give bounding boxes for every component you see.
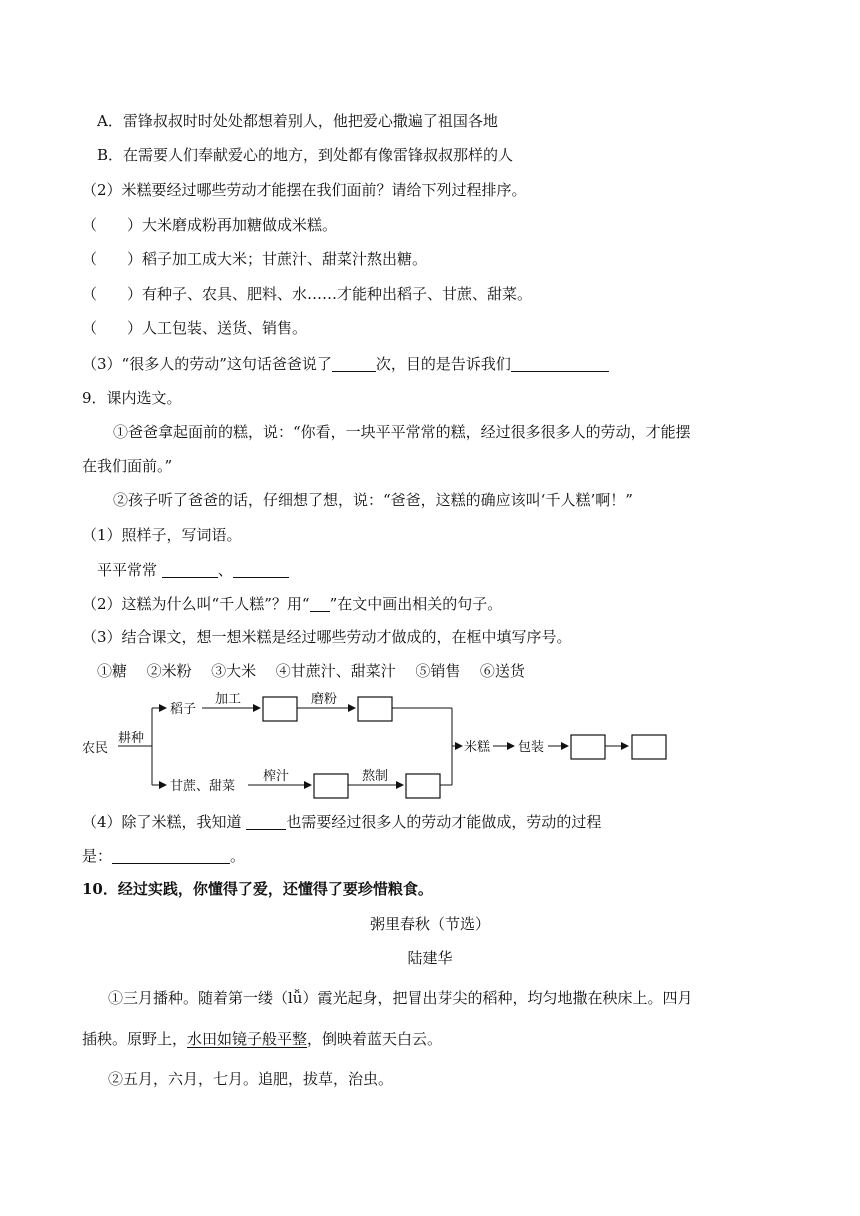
diagram-farmer: 农民	[82, 741, 109, 756]
q9-part4-cont: 是： 。	[82, 847, 246, 865]
answer-box[interactable]	[314, 774, 348, 798]
diagram-rice: 稻子	[170, 702, 197, 717]
word-example-row: 平平常常 、	[97, 562, 289, 578]
q9-part1: （1）照样子，写词语。	[82, 526, 242, 544]
article-title: 粥里春秋（节选）	[369, 915, 490, 933]
answer-box[interactable]	[406, 774, 440, 798]
sequence-item: （ ）稻子加工成大米；甘蔗汁、甜菜汁熬出糖。	[82, 250, 428, 268]
article-para1: ①三月播种。随着第一缕（lǚ）霞光起身，把冒出芽尖的稻种，均匀地撒在秧床上。四月	[108, 989, 693, 1007]
passage-para1: ①爸爸拿起面前的糕，说：“你看，一块平平常常的糕，经过很多很多人的劳动，才能摆	[113, 423, 691, 441]
passage-para1-cont: 在我们面前。”	[82, 457, 173, 475]
option-a: A．雷锋叔叔时时处处都想着别人，他把爱心撒遍了祖国各地	[97, 112, 498, 130]
sequence-item: （ ）人工包装、送货、销售。	[82, 319, 308, 337]
diagram-process: 加工	[215, 692, 242, 707]
diagram-cake: 米糕	[464, 740, 491, 755]
option-delivery: ⑥送货	[479, 662, 525, 680]
answer-box[interactable]	[358, 697, 392, 721]
q9-title: 9．课内选文。	[82, 389, 182, 407]
option-b: B．在需要人们奉献爱心的地方，到处都有像雷锋叔叔那样的人	[97, 146, 514, 164]
answer-box[interactable]	[263, 697, 297, 721]
answer-blank[interactable]	[112, 848, 230, 864]
diagram-cane: 甘蔗、甜菜	[170, 779, 236, 794]
answer-paren[interactable]: （ ）	[82, 285, 143, 303]
option-sugar: ①糖	[97, 662, 128, 680]
answer-paren[interactable]: （ ）	[82, 216, 143, 234]
q9-part3: （3）结合课文，想一想米糕是经过哪些劳动才做成的，在框中填写序号。	[82, 628, 572, 646]
sequence-item: （ ）有种子、农具、肥料、水……才能种出稻子、甘蔗、甜菜。	[82, 285, 533, 303]
option-juice: ④甘蔗汁、甜菜汁	[275, 662, 396, 680]
diagram-pack: 包装	[518, 740, 545, 755]
sequence-item: （ ）大米磨成粉再加糖做成米糕。	[82, 216, 338, 234]
option-sales: ⑤销售	[415, 662, 461, 680]
q8-part3: （3）“很多人的劳动”这句话爸爸说了 次，目的是告诉我们	[82, 356, 609, 372]
answer-box[interactable]	[632, 735, 666, 759]
diagram-plant: 耕种	[118, 731, 145, 746]
answer-paren[interactable]: （ ）	[82, 250, 143, 268]
answer-paren[interactable]: （ ）	[82, 319, 143, 337]
answer-box[interactable]	[571, 735, 605, 759]
q9-part2: （2）这糕为什么叫“千人糕”？用“ ”在文中画出相关的句子。	[82, 595, 503, 613]
diagram-boil: 熬制	[362, 769, 389, 784]
article-author: 陆建华	[407, 949, 453, 967]
q8-part2: （2）米糕要经过哪些劳动才能摆在我们面前？请给下列过程排序。	[82, 181, 527, 199]
diagram-squeeze: 榨汁	[263, 769, 290, 784]
q9-part4: （4）除了米糕，我知道 也需要经过很多人的劳动才能做成，劳动的过程	[82, 813, 602, 831]
passage-para2: ②孩子听了爸爸的话，仔细想了想，说：“爸爸，这糕的确应该叫‘千人糕’啊！”	[113, 491, 633, 509]
answer-blank[interactable]	[246, 814, 286, 830]
option-rice-flour: ②米粉	[146, 662, 192, 680]
diagram-grind: 磨粉	[311, 692, 338, 707]
article-para1-cont: 插秧。原野上，水田如镜子般平整，倒映着蓝天白云。	[82, 1030, 443, 1048]
underlined-phrase: 水田如镜子般平整	[187, 1030, 308, 1048]
article-para2: ②五月，六月，七月。追肥，拔草，治虫。	[108, 1070, 394, 1088]
option-rice: ③大米	[211, 662, 257, 680]
q10-title: 10．经过实践，你懂得了爱，还懂得了要珍惜粮食。	[82, 880, 433, 898]
